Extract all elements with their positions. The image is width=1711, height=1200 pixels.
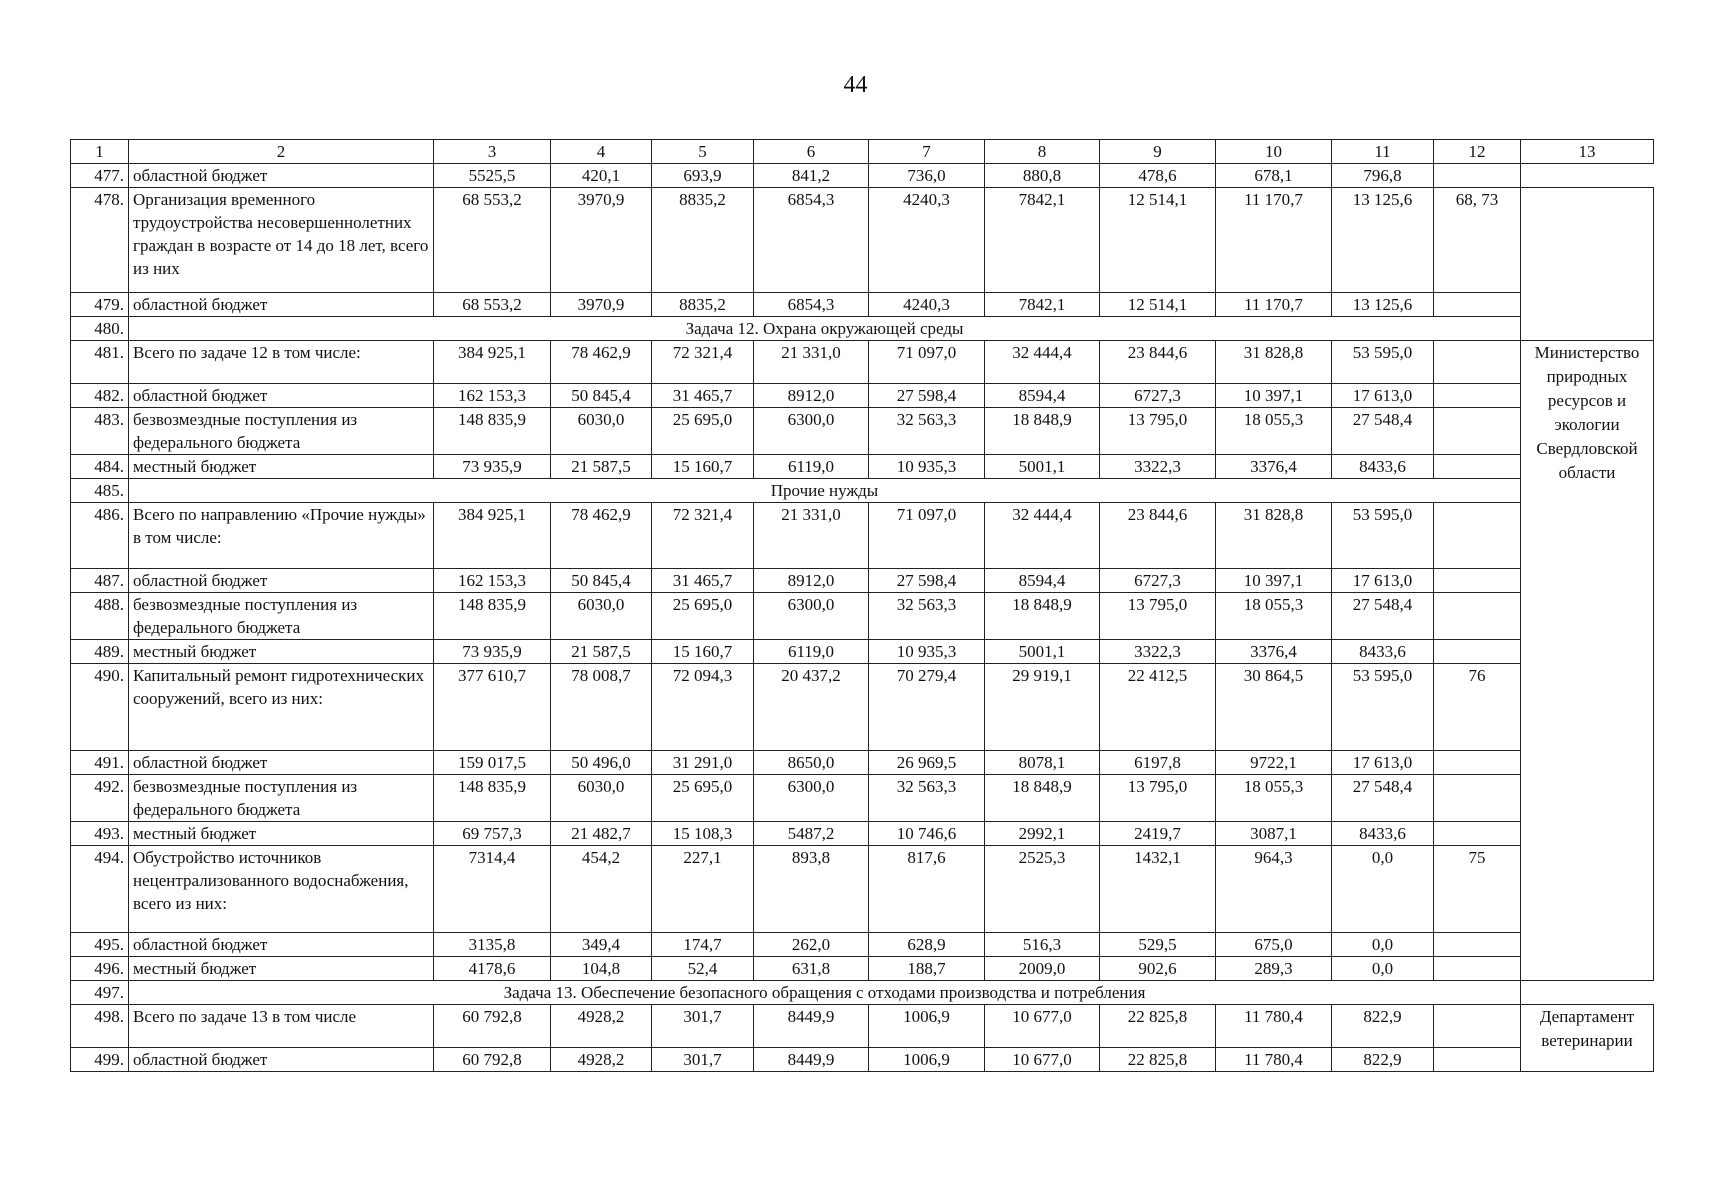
table-row — [71, 455, 1654, 479]
target-indicator-cell — [1434, 293, 1521, 317]
value-cell: 0,0 — [1332, 957, 1434, 981]
value-cell: 3322,3 — [1100, 640, 1216, 664]
value-cell: 301,7 — [652, 1005, 754, 1048]
value-cell: 4178,6 — [434, 957, 551, 981]
target-indicator-cell — [1434, 640, 1521, 664]
value-cell: 2009,0 — [985, 957, 1100, 981]
table-row — [71, 164, 1654, 188]
value-cell: 817,6 — [869, 846, 985, 933]
target-indicator-cell: 75 — [1434, 846, 1521, 933]
column-header: 5 — [652, 140, 754, 164]
target-indicator-cell — [1434, 957, 1521, 981]
value-cell: 12 514,1 — [1100, 188, 1216, 293]
value-cell: 7314,4 — [434, 846, 551, 933]
column-header: 9 — [1100, 140, 1216, 164]
value-cell: 736,0 — [869, 164, 985, 188]
value-cell: 420,1 — [551, 164, 652, 188]
value-cell: 10 677,0 — [985, 1005, 1100, 1048]
value-cell: 631,8 — [754, 957, 869, 981]
value-cell: 13 795,0 — [1100, 775, 1216, 822]
value-cell: 6300,0 — [754, 775, 869, 822]
value-cell: 27 548,4 — [1332, 775, 1434, 822]
row-name: Капитальный ремонт гидротехнических сооружений, всего из них: — [129, 664, 434, 751]
table-row — [71, 957, 1654, 981]
column-header: 10 — [1216, 140, 1332, 164]
row-number: 484. — [71, 455, 129, 479]
value-cell: 6119,0 — [754, 640, 869, 664]
row-number: 485. — [71, 479, 129, 503]
value-cell: 5001,1 — [985, 640, 1100, 664]
value-cell: 29 919,1 — [985, 664, 1100, 751]
value-cell: 21 331,0 — [754, 503, 869, 569]
value-cell: 73 935,9 — [434, 640, 551, 664]
table-row — [71, 293, 1654, 317]
value-cell: 78 008,7 — [551, 664, 652, 751]
value-cell: 675,0 — [1216, 933, 1332, 957]
section-row — [71, 317, 1654, 341]
row-name: безвозмездные поступления из федерального бюджета — [129, 775, 434, 822]
value-cell: 32 563,3 — [869, 408, 985, 455]
row-number: 494. — [71, 846, 129, 933]
header-row — [71, 140, 1654, 164]
page-number: 44 — [843, 72, 868, 98]
row-number: 490. — [71, 664, 129, 751]
value-cell: 50 845,4 — [551, 384, 652, 408]
value-cell: 1432,1 — [1100, 846, 1216, 933]
value-cell: 6300,0 — [754, 408, 869, 455]
table-row — [71, 775, 1654, 822]
value-cell: 27 598,4 — [869, 384, 985, 408]
row-name: Всего по задаче 13 в том числе — [129, 1005, 434, 1048]
row-name: областной бюджет — [129, 384, 434, 408]
value-cell: 5487,2 — [754, 822, 869, 846]
value-cell: 25 695,0 — [652, 593, 754, 640]
row-number: 487. — [71, 569, 129, 593]
value-cell: 6727,3 — [1100, 384, 1216, 408]
table-row — [71, 408, 1654, 455]
value-cell: 3970,9 — [551, 293, 652, 317]
value-cell: 18 055,3 — [1216, 775, 1332, 822]
target-indicator-cell — [1434, 1005, 1521, 1048]
value-cell: 6030,0 — [551, 408, 652, 455]
value-cell: 964,3 — [1216, 846, 1332, 933]
target-indicator-cell — [1434, 341, 1521, 384]
section-row — [71, 981, 1654, 1005]
value-cell: 23 844,6 — [1100, 341, 1216, 384]
row-number: 481. — [71, 341, 129, 384]
value-cell: 13 125,6 — [1332, 293, 1434, 317]
value-cell: 902,6 — [1100, 957, 1216, 981]
value-cell: 8433,6 — [1332, 455, 1434, 479]
value-cell: 104,8 — [551, 957, 652, 981]
value-cell: 78 462,9 — [551, 341, 652, 384]
row-number: 480. — [71, 317, 129, 341]
value-cell: 8912,0 — [754, 569, 869, 593]
row-number: 499. — [71, 1048, 129, 1072]
value-cell: 6119,0 — [754, 455, 869, 479]
value-cell: 301,7 — [652, 1048, 754, 1072]
row-number: 483. — [71, 408, 129, 455]
table-row — [71, 1048, 1654, 1072]
table-row — [71, 933, 1654, 957]
value-cell: 4240,3 — [869, 188, 985, 293]
row-name: областной бюджет — [129, 933, 434, 957]
executor-cell: Департамент ветеринарии — [1521, 1005, 1654, 1072]
value-cell: 6030,0 — [551, 775, 652, 822]
value-cell: 30 864,5 — [1216, 664, 1332, 751]
value-cell: 13 125,6 — [1332, 188, 1434, 293]
column-header: 8 — [985, 140, 1100, 164]
value-cell: 22 412,5 — [1100, 664, 1216, 751]
value-cell: 478,6 — [1100, 164, 1216, 188]
row-number: 492. — [71, 775, 129, 822]
row-number: 477. — [71, 164, 129, 188]
target-indicator-cell — [1434, 822, 1521, 846]
value-cell: 26 969,5 — [869, 751, 985, 775]
value-cell: 27 598,4 — [869, 569, 985, 593]
value-cell: 8433,6 — [1332, 640, 1434, 664]
row-number: 495. — [71, 933, 129, 957]
target-indicator-cell: 68, 73 — [1434, 188, 1521, 293]
value-cell: 8449,9 — [754, 1005, 869, 1048]
row-name: местный бюджет — [129, 640, 434, 664]
value-cell: 8078,1 — [985, 751, 1100, 775]
value-cell: 678,1 — [1216, 164, 1332, 188]
value-cell: 3135,8 — [434, 933, 551, 957]
row-name: областной бюджет — [129, 293, 434, 317]
table-row — [71, 640, 1654, 664]
row-name: Организация временного трудоустройства несовершеннолетних граждан в возрасте от 14 до 18 лет, всего из них — [129, 188, 434, 293]
value-cell: 10 397,1 — [1216, 384, 1332, 408]
value-cell: 31 465,7 — [652, 384, 754, 408]
value-cell: 73 935,9 — [434, 455, 551, 479]
budget-table — [70, 139, 1654, 1072]
table-row — [71, 1005, 1654, 1048]
value-cell: 10 935,3 — [869, 455, 985, 479]
value-cell: 22 825,8 — [1100, 1005, 1216, 1048]
target-indicator-cell — [1434, 751, 1521, 775]
value-cell: 52,4 — [652, 957, 754, 981]
value-cell: 21 587,5 — [551, 455, 652, 479]
row-name: областной бюджет — [129, 569, 434, 593]
value-cell: 15 160,7 — [652, 640, 754, 664]
empty-cell — [1521, 188, 1654, 341]
row-name: местный бюджет — [129, 455, 434, 479]
row-number: 478. — [71, 188, 129, 293]
value-cell: 11 170,7 — [1216, 293, 1332, 317]
value-cell: 6030,0 — [551, 593, 652, 640]
value-cell: 4928,2 — [551, 1048, 652, 1072]
value-cell: 349,4 — [551, 933, 652, 957]
row-name: областной бюджет — [129, 751, 434, 775]
value-cell: 377 610,7 — [434, 664, 551, 751]
value-cell: 25 695,0 — [652, 408, 754, 455]
value-cell: 6300,0 — [754, 593, 869, 640]
value-cell: 796,8 — [1332, 164, 1434, 188]
target-indicator-cell — [1434, 775, 1521, 822]
value-cell: 3376,4 — [1216, 640, 1332, 664]
value-cell: 1006,9 — [869, 1048, 985, 1072]
value-cell: 8912,0 — [754, 384, 869, 408]
table-row — [71, 569, 1654, 593]
value-cell: 174,7 — [652, 933, 754, 957]
value-cell: 11 780,4 — [1216, 1005, 1332, 1048]
value-cell: 162 153,3 — [434, 569, 551, 593]
target-indicator-cell — [1434, 503, 1521, 569]
value-cell: 159 017,5 — [434, 751, 551, 775]
row-name: местный бюджет — [129, 822, 434, 846]
value-cell: 2992,1 — [985, 822, 1100, 846]
value-cell: 8650,0 — [754, 751, 869, 775]
table-body — [71, 140, 1654, 1072]
value-cell: 1006,9 — [869, 1005, 985, 1048]
column-header: 1 — [71, 140, 129, 164]
value-cell: 8594,4 — [985, 569, 1100, 593]
column-header: 13 — [1521, 140, 1654, 164]
value-cell: 11 780,4 — [1216, 1048, 1332, 1072]
value-cell: 31 828,8 — [1216, 503, 1332, 569]
value-cell: 8594,4 — [985, 384, 1100, 408]
value-cell: 880,8 — [985, 164, 1100, 188]
value-cell: 4240,3 — [869, 293, 985, 317]
column-header: 6 — [754, 140, 869, 164]
table-row — [71, 188, 1654, 293]
value-cell: 8433,6 — [1332, 822, 1434, 846]
value-cell: 32 563,3 — [869, 593, 985, 640]
target-indicator-cell — [1434, 408, 1521, 455]
value-cell: 841,2 — [754, 164, 869, 188]
value-cell: 822,9 — [1332, 1048, 1434, 1072]
value-cell: 0,0 — [1332, 846, 1434, 933]
value-cell: 17 613,0 — [1332, 384, 1434, 408]
value-cell: 10 935,3 — [869, 640, 985, 664]
value-cell: 10 397,1 — [1216, 569, 1332, 593]
section-title: Прочие нужды — [129, 479, 1521, 503]
value-cell: 27 548,4 — [1332, 593, 1434, 640]
value-cell: 2525,3 — [985, 846, 1100, 933]
value-cell: 17 613,0 — [1332, 751, 1434, 775]
row-name: безвозмездные поступления из федерального бюджета — [129, 408, 434, 455]
value-cell: 11 170,7 — [1216, 188, 1332, 293]
value-cell: 10 677,0 — [985, 1048, 1100, 1072]
row-number: 479. — [71, 293, 129, 317]
value-cell: 6854,3 — [754, 293, 869, 317]
section-title: Задача 12. Охрана окружающей среды — [129, 317, 1521, 341]
value-cell: 78 462,9 — [551, 503, 652, 569]
row-number: 482. — [71, 384, 129, 408]
value-cell: 21 331,0 — [754, 341, 869, 384]
value-cell: 9722,1 — [1216, 751, 1332, 775]
target-indicator-cell — [1434, 1048, 1521, 1072]
row-name: областной бюджет — [129, 1048, 434, 1072]
value-cell: 6197,8 — [1100, 751, 1216, 775]
value-cell: 8449,9 — [754, 1048, 869, 1072]
value-cell: 5525,5 — [434, 164, 551, 188]
section-row — [71, 479, 1654, 503]
column-header: 3 — [434, 140, 551, 164]
value-cell: 0,0 — [1332, 933, 1434, 957]
value-cell: 148 835,9 — [434, 593, 551, 640]
executor-cell: Министерство природных ресурсов и экологии Свердловской области — [1521, 341, 1654, 981]
value-cell: 31 465,7 — [652, 569, 754, 593]
value-cell: 72 094,3 — [652, 664, 754, 751]
row-number: 486. — [71, 503, 129, 569]
value-cell: 384 925,1 — [434, 503, 551, 569]
value-cell: 262,0 — [754, 933, 869, 957]
value-cell: 60 792,8 — [434, 1005, 551, 1048]
target-indicator-cell: 76 — [1434, 664, 1521, 751]
row-number: 489. — [71, 640, 129, 664]
row-number: 491. — [71, 751, 129, 775]
value-cell: 31 291,0 — [652, 751, 754, 775]
value-cell: 12 514,1 — [1100, 293, 1216, 317]
value-cell: 18 055,3 — [1216, 593, 1332, 640]
value-cell: 289,3 — [1216, 957, 1332, 981]
target-indicator-cell — [1434, 164, 1521, 188]
value-cell: 148 835,9 — [434, 408, 551, 455]
value-cell: 15 108,3 — [652, 822, 754, 846]
value-cell: 384 925,1 — [434, 341, 551, 384]
value-cell: 22 825,8 — [1100, 1048, 1216, 1072]
table-row — [71, 593, 1654, 640]
value-cell: 18 848,9 — [985, 408, 1100, 455]
target-indicator-cell — [1434, 569, 1521, 593]
value-cell: 8835,2 — [652, 293, 754, 317]
value-cell: 13 795,0 — [1100, 408, 1216, 455]
value-cell: 53 595,0 — [1332, 664, 1434, 751]
value-cell: 822,9 — [1332, 1005, 1434, 1048]
target-indicator-cell — [1434, 593, 1521, 640]
value-cell: 71 097,0 — [869, 503, 985, 569]
value-cell: 50 845,4 — [551, 569, 652, 593]
value-cell: 5001,1 — [985, 455, 1100, 479]
value-cell: 32 444,4 — [985, 341, 1100, 384]
value-cell: 693,9 — [652, 164, 754, 188]
value-cell: 53 595,0 — [1332, 341, 1434, 384]
value-cell: 71 097,0 — [869, 341, 985, 384]
target-indicator-cell — [1434, 933, 1521, 957]
value-cell: 21 587,5 — [551, 640, 652, 664]
value-cell: 32 563,3 — [869, 775, 985, 822]
row-name: безвозмездные поступления из федерального бюджета — [129, 593, 434, 640]
value-cell: 529,5 — [1100, 933, 1216, 957]
value-cell: 227,1 — [652, 846, 754, 933]
value-cell: 7842,1 — [985, 293, 1100, 317]
value-cell: 72 321,4 — [652, 341, 754, 384]
value-cell: 628,9 — [869, 933, 985, 957]
row-number: 493. — [71, 822, 129, 846]
value-cell: 20 437,2 — [754, 664, 869, 751]
value-cell: 32 444,4 — [985, 503, 1100, 569]
column-header: 7 — [869, 140, 985, 164]
value-cell: 6727,3 — [1100, 569, 1216, 593]
value-cell: 18 848,9 — [985, 775, 1100, 822]
table-row — [71, 503, 1654, 569]
value-cell: 50 496,0 — [551, 751, 652, 775]
value-cell: 68 553,2 — [434, 188, 551, 293]
column-header: 4 — [551, 140, 652, 164]
value-cell: 21 482,7 — [551, 822, 652, 846]
row-number: 498. — [71, 1005, 129, 1048]
table-row — [71, 822, 1654, 846]
value-cell: 3376,4 — [1216, 455, 1332, 479]
target-indicator-cell — [1434, 384, 1521, 408]
column-header: 12 — [1434, 140, 1521, 164]
value-cell: 27 548,4 — [1332, 408, 1434, 455]
row-name: Всего по направлению «Прочие нужды» в том числе: — [129, 503, 434, 569]
value-cell: 13 795,0 — [1100, 593, 1216, 640]
value-cell: 7842,1 — [985, 188, 1100, 293]
value-cell: 17 613,0 — [1332, 569, 1434, 593]
value-cell: 15 160,7 — [652, 455, 754, 479]
value-cell: 2419,7 — [1100, 822, 1216, 846]
value-cell: 23 844,6 — [1100, 503, 1216, 569]
row-name: областной бюджет — [129, 164, 434, 188]
row-name: Всего по задаче 12 в том числе: — [129, 341, 434, 384]
section-title: Задача 13. Обеспечение безопасного обращения с отходами производства и потребления — [129, 981, 1521, 1005]
value-cell: 6854,3 — [754, 188, 869, 293]
target-indicator-cell — [1434, 455, 1521, 479]
table-row — [71, 341, 1654, 384]
value-cell: 53 595,0 — [1332, 503, 1434, 569]
value-cell: 18 848,9 — [985, 593, 1100, 640]
value-cell: 893,8 — [754, 846, 869, 933]
value-cell: 68 553,2 — [434, 293, 551, 317]
value-cell: 8835,2 — [652, 188, 754, 293]
row-number: 488. — [71, 593, 129, 640]
value-cell: 25 695,0 — [652, 775, 754, 822]
value-cell: 4928,2 — [551, 1005, 652, 1048]
value-cell: 18 055,3 — [1216, 408, 1332, 455]
row-number: 497. — [71, 981, 129, 1005]
value-cell: 148 835,9 — [434, 775, 551, 822]
value-cell: 162 153,3 — [434, 384, 551, 408]
value-cell: 3322,3 — [1100, 455, 1216, 479]
value-cell: 454,2 — [551, 846, 652, 933]
value-cell: 60 792,8 — [434, 1048, 551, 1072]
table-row — [71, 846, 1654, 933]
table-row — [71, 384, 1654, 408]
value-cell: 10 746,6 — [869, 822, 985, 846]
row-number: 496. — [71, 957, 129, 981]
row-name: Обустройство источников нецентрализованного водоснабжения, всего из них: — [129, 846, 434, 933]
row-name: местный бюджет — [129, 957, 434, 981]
value-cell: 72 321,4 — [652, 503, 754, 569]
value-cell: 70 279,4 — [869, 664, 985, 751]
value-cell: 3087,1 — [1216, 822, 1332, 846]
value-cell: 188,7 — [869, 957, 985, 981]
column-header: 2 — [129, 140, 434, 164]
value-cell: 31 828,8 — [1216, 341, 1332, 384]
column-header: 11 — [1332, 140, 1434, 164]
value-cell: 3970,9 — [551, 188, 652, 293]
value-cell: 516,3 — [985, 933, 1100, 957]
value-cell: 69 757,3 — [434, 822, 551, 846]
table-row — [71, 664, 1654, 751]
table-row — [71, 751, 1654, 775]
